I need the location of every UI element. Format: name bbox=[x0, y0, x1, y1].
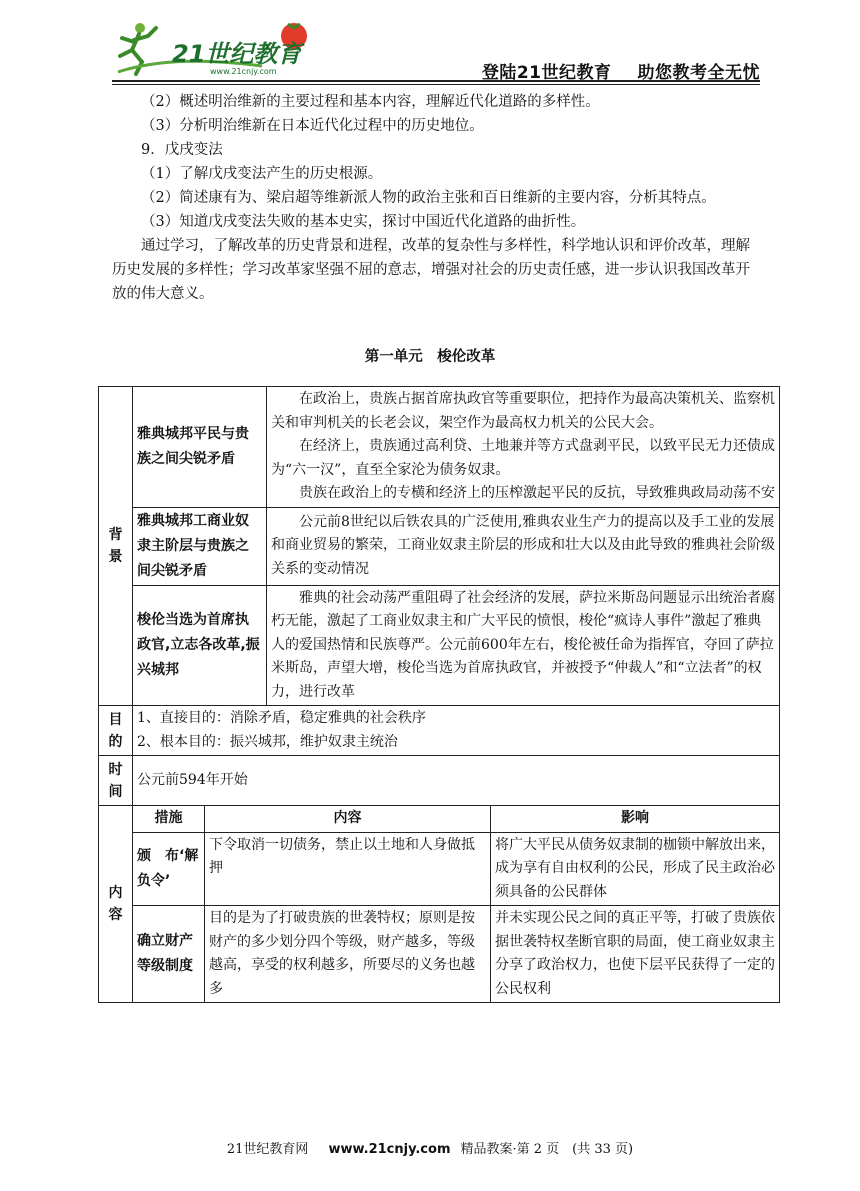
column-header-measure: 措施 bbox=[133, 806, 205, 833]
background-paragraph: 在政治上，贵族占据首席执政官等重要职位，把持作为最高决策机关、监察机关和审判机关的长老会议，架空作为最高权力机关的公民大会。 bbox=[271, 391, 775, 431]
purpose-item: 2、根本目的：振兴城邦，维护奴隶主统治 bbox=[137, 733, 398, 750]
table-row bbox=[99, 706, 780, 756]
background-title: 梭伦当选为首席执政官,立志各改革,振兴城邦 bbox=[133, 585, 267, 706]
intro-paragraph: （2）简述康有为、梁启超等维新派人物的政治主张和百日维新的主要内容，分析其特点。 bbox=[141, 190, 716, 206]
unit-title: 第一单元 梭伦改革 bbox=[364, 349, 496, 365]
intro-paragraph: （2）概述明治维新的主要过程和基本内容，理解近代化道路的多样性。 bbox=[141, 94, 600, 110]
background-paragraph: 公元前8世纪以后铁农具的广泛使用,雅典农业生产力的提高以及手工业的发展和商业贸易的繁荣，工商业奴隶主阶层的形成和壮大以及由此导致的雅典社会阶级关系的变动情况 bbox=[271, 513, 775, 577]
intro-paragraph: 通过学习，了解改革的历史背景和进程，改革的复杂性与多样性，科学地认识和评价改革，理解历史发展的多样性；学习改革家坚强不屈的意志，增强对社会的历史责任感，进一步认识我国改革开放的伟大意义。 bbox=[112, 238, 750, 302]
content-label: 内容 bbox=[99, 806, 133, 1003]
slogan-left: 登陆21世纪教育 bbox=[481, 63, 612, 83]
header-rule-thin bbox=[112, 84, 760, 85]
column-header-impact: 影响 bbox=[491, 806, 780, 833]
page-header bbox=[112, 14, 760, 84]
footer-page-info: 精品教案·第 2 页 (共 33 页) bbox=[460, 1142, 634, 1157]
measure-cell: 颁 布‘解负令’ bbox=[133, 832, 205, 906]
purpose-text bbox=[133, 706, 780, 756]
background-text bbox=[267, 507, 780, 585]
impact-cell: 将广大平民从债务奴隶制的枷锁中解放出来，成为享有自由权利的公民，形成了民主政治必须具备的公民群体 bbox=[491, 832, 780, 906]
column-header-content: 内容 bbox=[205, 806, 491, 833]
intro-paragraph: 9．戊戌变法 bbox=[141, 142, 223, 158]
header-rule bbox=[112, 80, 760, 82]
background-paragraph: 雅典的社会动荡严重阻碍了社会经济的发展，萨拉米斯岛问题显示出统治者腐朽无能，激起了工商业奴隶主和广大平民的愤恨，梭伦“疯诗人事件”激起了雅典人的爱国热情和民族尊严。公元前600年左右，梭伦被任命为指挥官，夺回了萨拉米斯岛，声望大增，梭伦当选为首席执政官，并被授予“仲裁人”和“立法者”的权力，进行改革 bbox=[271, 589, 775, 700]
content-cell: 目的是为了打破贵族的世袭特权；原则是按财产的多少划分四个等级，财产越多，等级越高，享受的权利越多，所要尽的义务也越多 bbox=[205, 906, 491, 1003]
reform-table bbox=[98, 386, 780, 1003]
background-title: 雅典城邦平民与贵族之间尖锐矛盾 bbox=[133, 387, 267, 508]
table-row bbox=[99, 806, 780, 833]
intro-text bbox=[112, 90, 760, 306]
table-row bbox=[99, 585, 780, 706]
logo bbox=[112, 14, 312, 80]
table-row bbox=[99, 832, 780, 906]
table-row bbox=[99, 756, 780, 806]
intro-paragraph: （3）分析明治维新在日本近代化过程中的历史地位。 bbox=[141, 118, 484, 134]
footer-url[interactable]: www.21cnjy.com bbox=[328, 1142, 451, 1157]
purpose-item: 1、直接目的：消除矛盾，稳定雅典的社会秩序 bbox=[137, 710, 426, 726]
svg-text:21世纪教育: 21世纪教育 bbox=[172, 40, 302, 68]
time-label: 时间 bbox=[99, 756, 133, 806]
table-row bbox=[99, 906, 780, 1003]
background-paragraph: 贵族在政治上的专横和经济上的压榨激起平民的反抗，导致雅典政局动荡不安 bbox=[299, 485, 775, 501]
background-text bbox=[267, 387, 780, 508]
table-row bbox=[99, 387, 780, 508]
footer-site: 21世纪教育网 bbox=[226, 1142, 309, 1157]
impact-cell: 并未实现公民之间的真正平等，打破了贵族依据世袭特权垄断官职的局面，使工商业奴隶主分享了政治权力，也使下层平民获得了一定的公民权利 bbox=[491, 906, 780, 1003]
background-text bbox=[267, 585, 780, 706]
slogan-right: 助您教考全无忧 bbox=[637, 63, 760, 83]
background-label: 背景 bbox=[99, 387, 133, 706]
intro-paragraph: （1）了解戊戌变法产生的历史根源。 bbox=[141, 166, 383, 182]
purpose-label: 目的 bbox=[99, 706, 133, 756]
svg-text:www.21cnjy.com: www.21cnjy.com bbox=[210, 67, 277, 76]
table-row bbox=[99, 507, 780, 585]
time-value: 公元前594年开始 bbox=[133, 756, 780, 806]
measure-cell: 确立财产等级制度 bbox=[133, 906, 205, 1003]
page-footer bbox=[0, 1138, 860, 1157]
content-cell: 下令取消一切债务，禁止以土地和人身做抵押 bbox=[205, 832, 491, 906]
intro-paragraph: （3）知道戊戌变法失败的基本史实，探讨中国近代化道路的曲折性。 bbox=[141, 214, 586, 230]
background-paragraph: 在经济上，贵族通过高利贷、土地兼并等方式盘剥平民，以致平民无力还债成为“六一汉”，直至全家沦为债务奴隶。 bbox=[271, 438, 775, 478]
background-title: 雅典城邦工商业奴隶主阶层与贵族之间尖锐矛盾 bbox=[133, 507, 267, 585]
